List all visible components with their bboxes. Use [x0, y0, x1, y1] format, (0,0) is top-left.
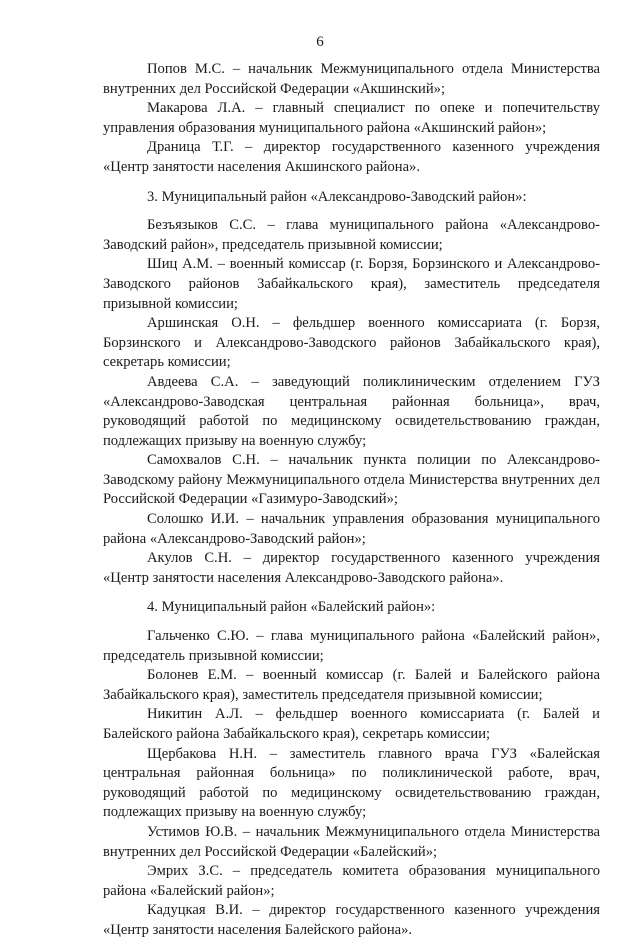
commission-member: Шиц А.М. – военный комиссар (г. Борзя, Борзинского и Александрово-Заводского районов Забайкальского края), заместитель председателя призывной комиссии;: [103, 256, 600, 312]
document-body: [103, 60, 600, 941]
commission-member: Устимов Ю.В. – начальник Межмуниципального отдела Министерства внутренних дел Российской Федерации «Балейский»;: [103, 823, 600, 860]
commission-member: Драница Т.Г. – директор государственного казенного учреждения «Центр занятости населения Акшинского района».: [103, 139, 600, 175]
commission-member: Солошко И.И. – начальник управления образования муниципального района «Александрово-Заводский район»;: [103, 511, 600, 547]
commission-member: Макарова Л.А. – главный специалист по опеке и попечительству управления образования муниципального района «Акшинский район»;: [103, 100, 600, 136]
section-heading: 4. Муниципальный район «Балейский район»:: [147, 599, 436, 616]
commission-member: Щербакова Н.Н. – заместитель главного врача ГУЗ «Балейская центральная районная больница» по поликлинической работе, врач, руководящий работой по медицинскому освидетельствованию граждан, подлежащих призыву на военную службу;: [103, 745, 600, 821]
commission-member: Эмрих З.С. – председатель комитета образования муниципального района «Балейский район»;: [103, 863, 600, 899]
commission-member: Кадуцкая В.И. – директор государственного казенного учреждения «Центр занятости населения Балейского района».: [103, 902, 600, 938]
commission-member: Акулов С.Н. – директор государственного казенного учреждения «Центр занятости населения Александрово-Заводского района».: [103, 550, 600, 586]
commission-member: Попов М.С. – начальник Межмуниципального отдела Министерства внутренних дел Российской Федерации «Акшинский»;: [103, 61, 600, 97]
commission-member: Безъязыков С.С. – глава муниципального района «Александрово-Заводский район», председатель призывной комиссии;: [103, 217, 600, 253]
commission-member: Авдеева С.А. – заведующий поликлиническим отделением ГУЗ «Александрово-Заводская центральная районная больница», врач, руководящий работой по медицинскому освидетельствованию граждан, подлежащих призыву на военную службу;: [103, 373, 600, 449]
section-heading: 3. Муниципальный район «Александрово-Заводский район»:: [147, 188, 527, 205]
commission-member: Самохвалов С.Н. – начальник пункта полиции по Александрово-Заводскому району Межмуниципального отдела Министерства внутренних дел Российской Федерации «Газимуро-Заводский»;: [103, 452, 600, 508]
commission-member: Гальченко С.Ю. – глава муниципального района «Балейский район», председатель призывной комиссии;: [103, 628, 600, 664]
commission-member: Аршинская О.Н. – фельдшер военного комиссариата (г. Борзя, Борзинского и Александрово-Заводского районов Забайкальского края), секретарь комиссии;: [103, 315, 600, 371]
commission-member: Болонев Е.М. – военный комиссар (г. Балей и Балейского района Забайкальского края), заместитель председателя призывной комиссии;: [103, 667, 600, 703]
commission-member: Никитин А.Л. – фельдшер военного комиссариата (г. Балей и Балейского района Забайкальского края), секретарь комиссии;: [103, 706, 600, 742]
page-number: 6: [316, 34, 324, 50]
